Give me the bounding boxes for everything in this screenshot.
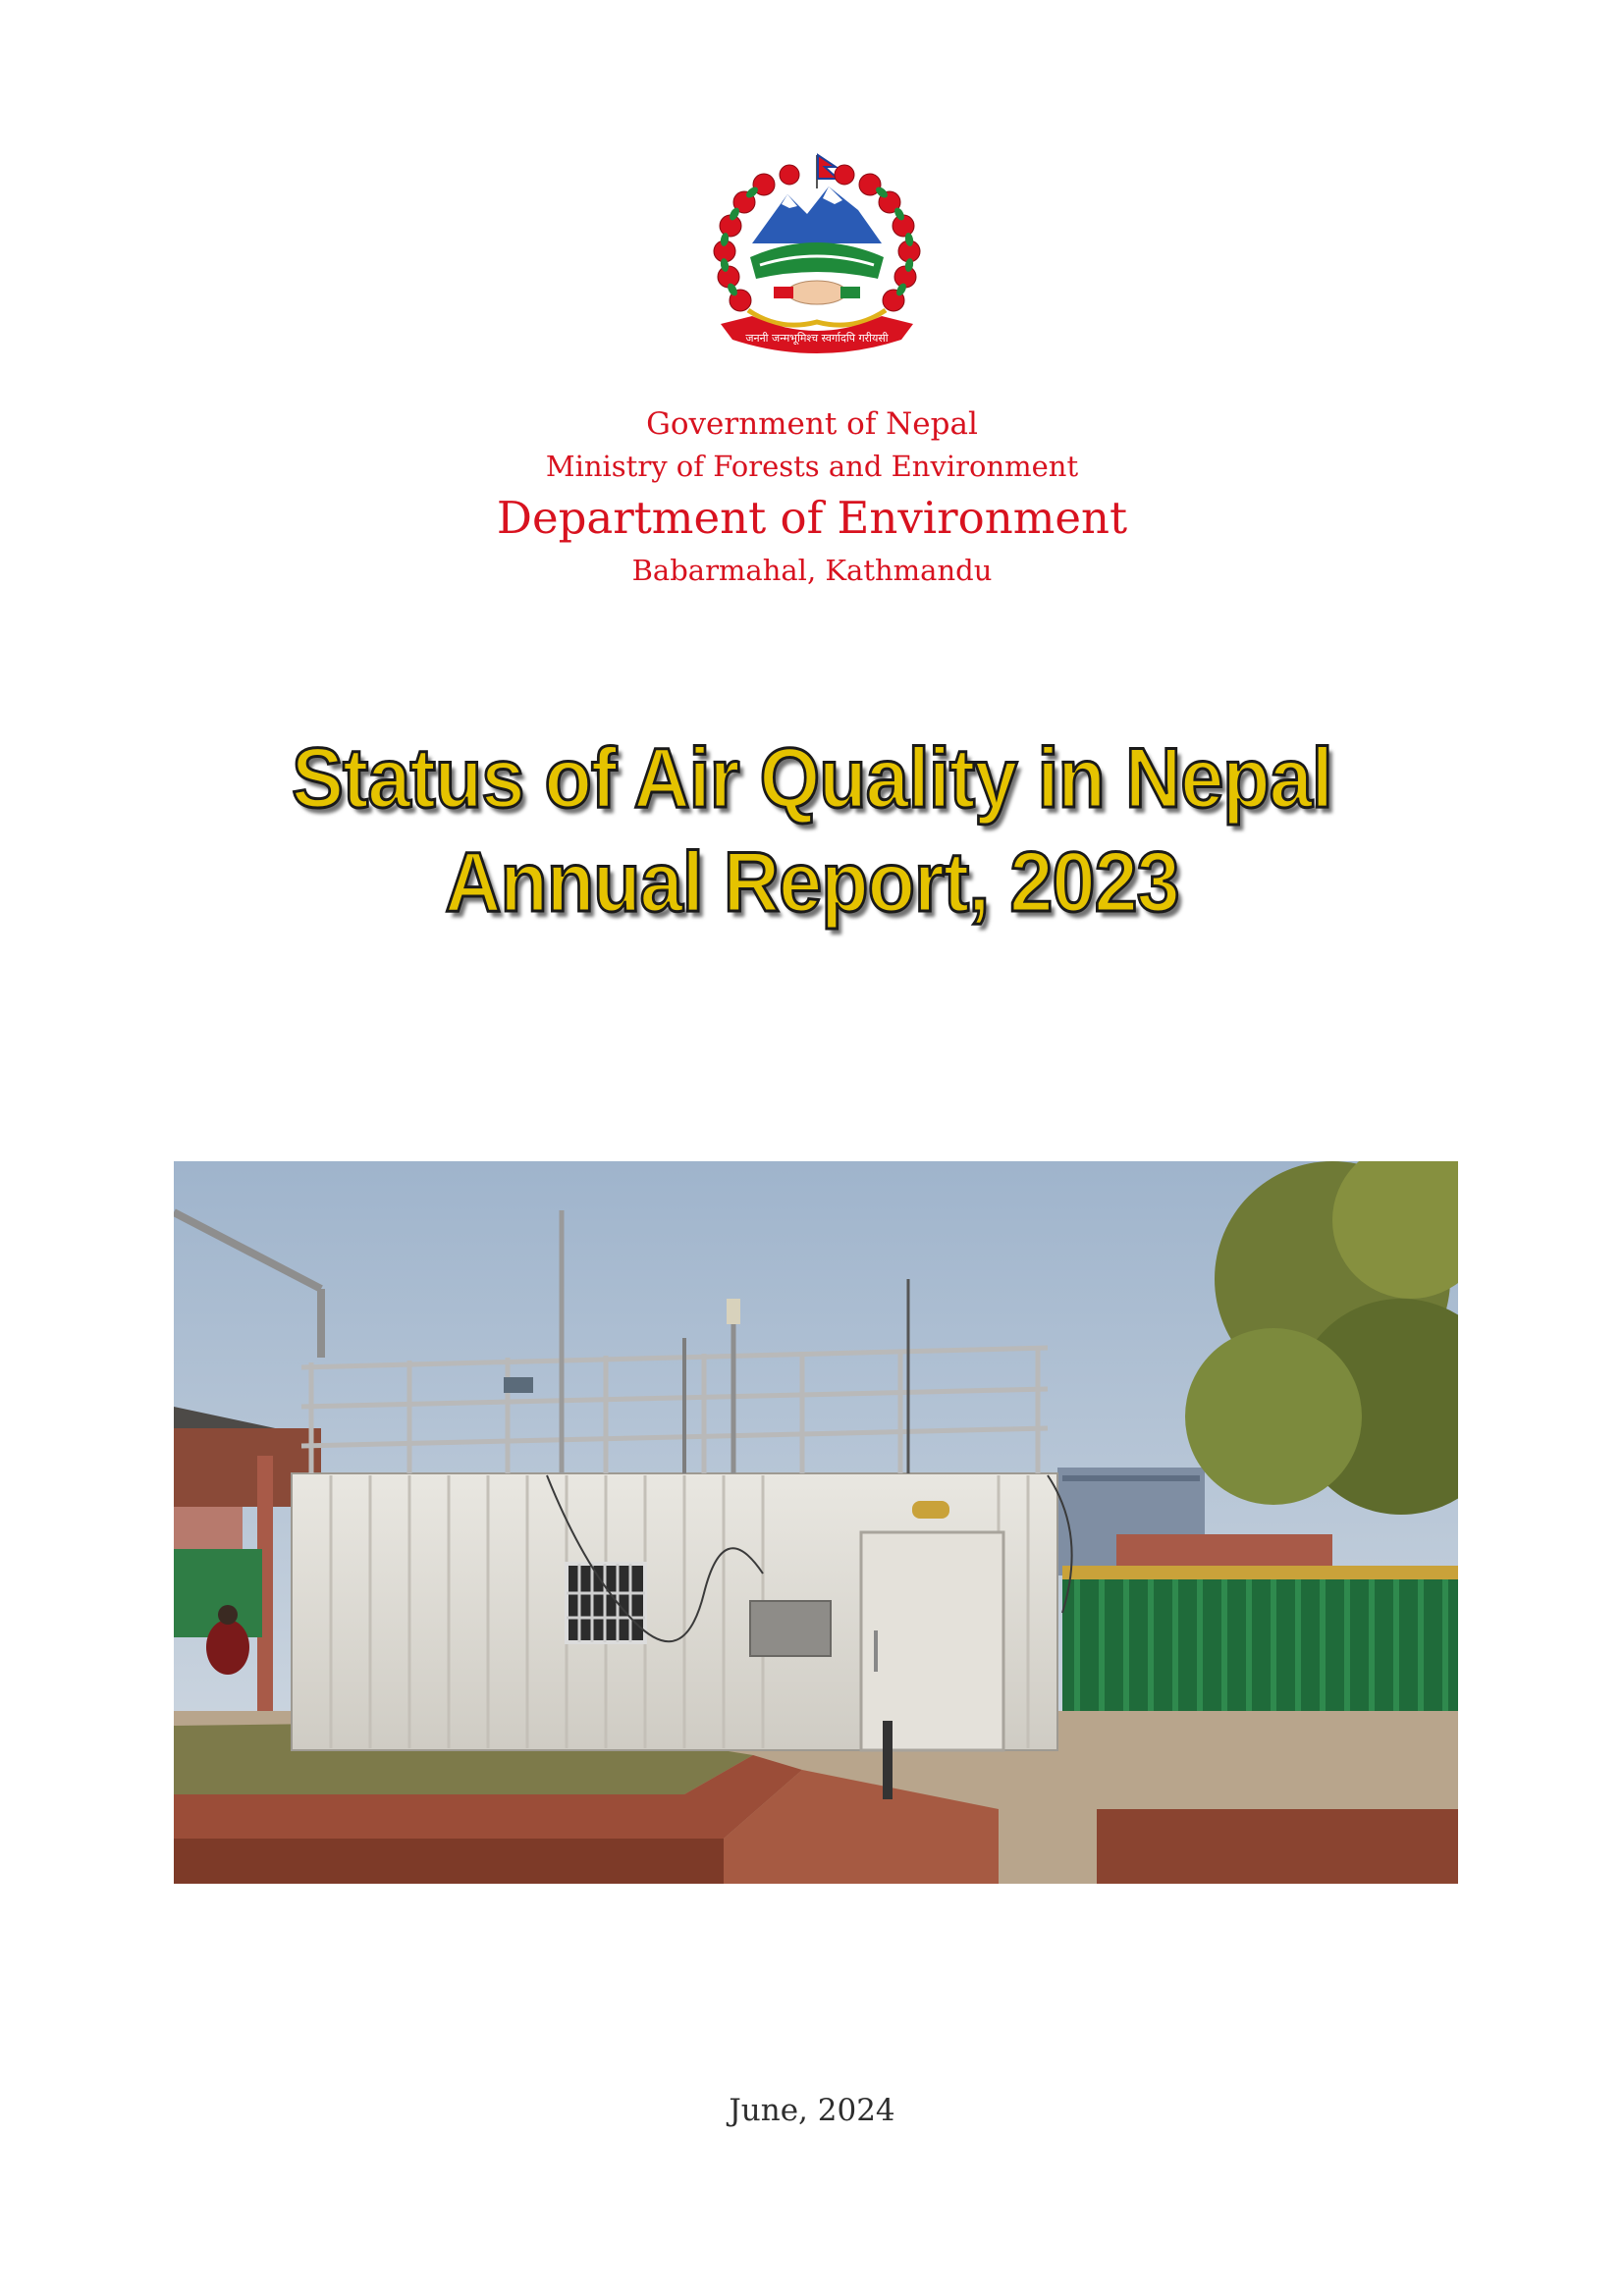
department-address: Babarmahal, Kathmandu xyxy=(631,554,993,587)
department-name: Department of Environment xyxy=(496,492,1128,544)
report-title-line-1: Status of Air Quality in Nepal xyxy=(292,731,1332,826)
nepal-emblem-icon xyxy=(691,149,943,361)
ministry-name: Ministry of Forests and Environment xyxy=(545,450,1079,483)
government-name: Government of Nepal xyxy=(646,406,978,442)
publication-date: June, 2024 xyxy=(729,2093,895,2128)
report-title-line-2: Annual Report, 2023 xyxy=(445,835,1179,930)
cover-photo-monitoring-station xyxy=(174,1161,1458,1884)
report-title xyxy=(0,726,1624,934)
organization-header xyxy=(0,402,1624,591)
emblem-motto: जननी जन्मभूमिश्च स्वर्गादपि गरीयसी xyxy=(745,332,889,345)
